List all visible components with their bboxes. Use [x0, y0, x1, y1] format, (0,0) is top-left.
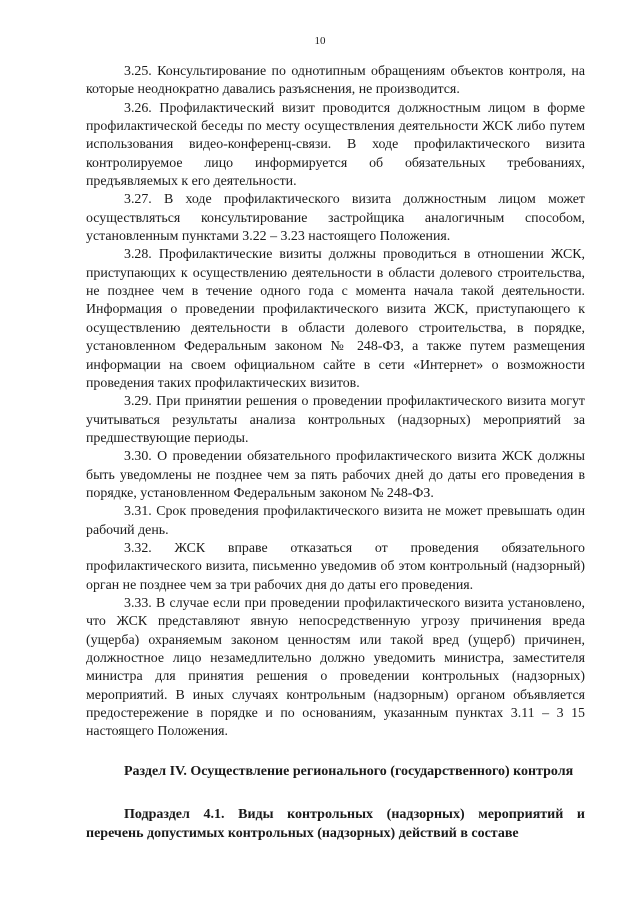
- paragraph-3-25: 3.25. Консультирование по однотипным обращениям объектов контроля, на которые неоднократно давались разъяснения, не производится.: [86, 64, 585, 98]
- page-number: 10: [314, 35, 326, 47]
- subsection-heading: Подраздел 4.1. Виды контрольных (надзорных) мероприятий и перечень допустимых контрольных (надзорных) действий в составе: [86, 806, 585, 841]
- paragraph-3-32: 3.32. ЖСК вправе отказаться от проведения обязательного профилактического визита, письменно уведомив об этом контрольный (надзорный) орган не позднее чем за три рабочих дня до даты его проведения.: [86, 540, 585, 593]
- paragraph-3-26: 3.26. Профилактический визит проводится должностным лицом в форме профилактической беседы по месту осуществления деятельности ЖСК либо путем использования видео-конференц-связи. В ходе профилактического визита контролируемое лицо информируется об обязательных требованиях, предъявляемых к его деятельности.: [86, 100, 585, 190]
- paragraph-3-29: 3.29. При принятии решения о проведении профилактического визита могут учитываться результаты анализа контрольных (надзорных) мероприятий за предшествующие периоды.: [86, 394, 585, 446]
- page-body: [86, 63, 585, 843]
- paragraph-3-28: 3.28. Профилактические визиты должны проводиться в отношении ЖСК, приступающих к осуществлению деятельности в области долевого строительства, не позднее чем в течение одного года с момента начала такой деятельности. Информация о проведении профилактического визита ЖСК, приступающего к осуществлению деятельности в области долевого строительства, в порядке, установленном Федеральным законом № 248-ФЗ, а также путем размещения информации на своем официальном сайте в сети «Интернет» о возможности проведения таких профилактических визитов.: [86, 247, 585, 391]
- paragraph-3-27: 3.27. В ходе профилактического визита должностным лицом может осуществляться консультирование застройщика аналогичным способом, установленным пунктами 3.22 – 3.23 настоящего Положения.: [86, 192, 585, 245]
- paragraph-3-31: 3.31. Срок проведения профилактического визита не может превышать один рабочий день.: [86, 504, 585, 538]
- paragraph-3-33: 3.33. В случае если при проведении профилактического визита установлено, что ЖСК представляют явную непосредственную угрозу причинения вреда (ущерба) охраняемым законом ценностям или такой вред (ущерб) причинен, должностное лицо незамедлительно должно уведомить министра, заместителя министра для принятия решения о проведении контрольных (надзорных) мероприятий. В иных случаях контрольным (надзорным) органом объявляется предостережение в порядке и по основаниям, указанным пунктах 3.11 – 3 15 настоящего Положения.: [86, 595, 585, 740]
- paragraph-3-30: 3.30. О проведении обязательного профилактического визита ЖСК должны быть уведомлены не позднее чем за пять рабочих дней до даты его проведения в порядке, установленном Федеральным законом № 248-ФЗ.: [86, 449, 585, 501]
- section-heading: Раздел IV. Осуществление регионального (государственного) контроля: [124, 763, 574, 779]
